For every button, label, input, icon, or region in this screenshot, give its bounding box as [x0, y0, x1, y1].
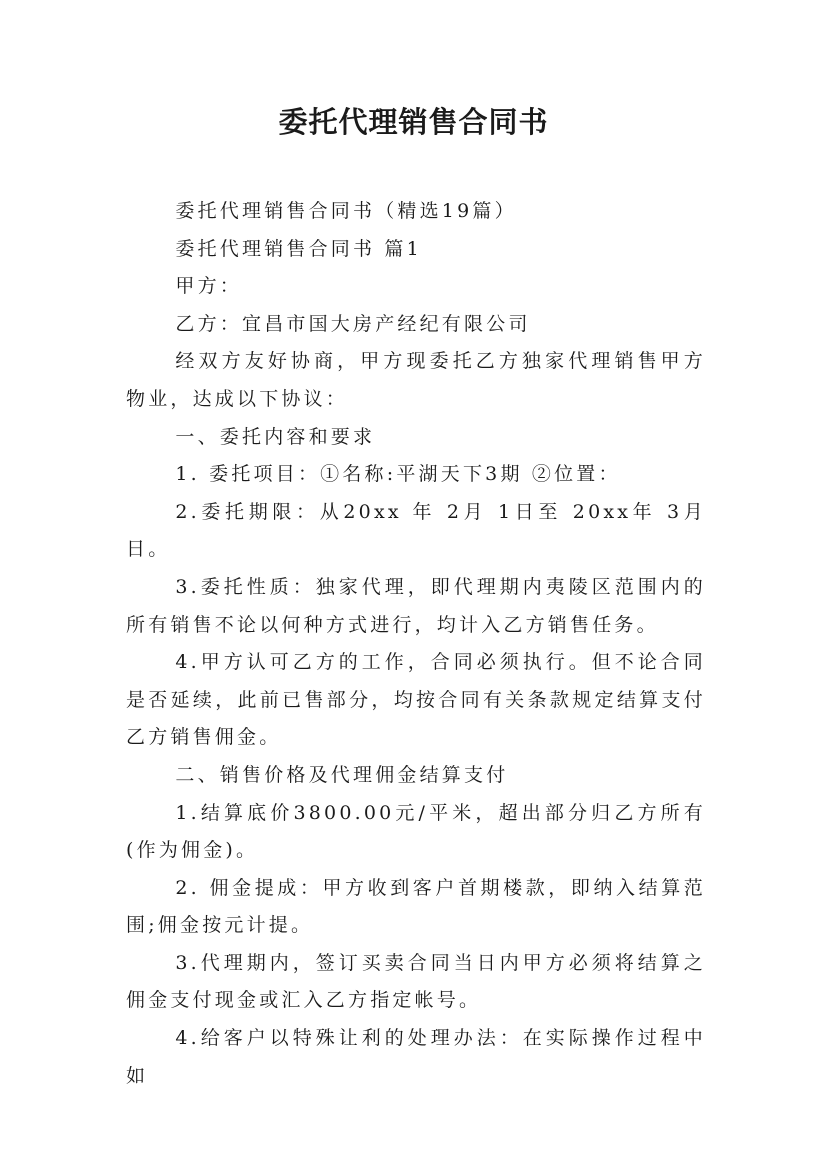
paragraph-clause-2-4: 4.给客户以特殊让利的处理办法：在实际操作过程中如: [126, 1027, 706, 1087]
paragraph-heading-2: 二、销售价格及代理佣金结算支付: [175, 763, 509, 786]
document-body: [126, 193, 706, 1095]
paragraph-party-a: 甲方：: [175, 275, 242, 298]
paragraph-clause-1-3: 3.委托性质：独家代理，即代理期内夷陵区范围内的所有销售不论以何种方式进行，均计入乙方销售任务。: [126, 575, 706, 636]
paragraph-party-b: 乙方：宜昌市国大房产经纪有限公司: [175, 312, 531, 335]
paragraph-clause-2-1: 1.结算底价3800.00元/平米，超出部分归乙方所有(作为佣金)。: [126, 801, 706, 862]
paragraph-clause-1-1: 1. 委托项目：①名称:平湖天下3期 ②位置：: [175, 463, 621, 486]
paragraph-preamble: 经双方友好协商，甲方现委托乙方独家代理销售甲方物业，达成以下协议：: [126, 350, 706, 410]
paragraph-clause-2-3: 3.代理期内，签订买卖合同当日内甲方必须将结算之佣金支付现金或汇入乙方指定帐号。: [126, 951, 706, 1012]
paragraph-subtitle: 委托代理销售合同书（精选19篇）: [175, 200, 517, 222]
document-title: 委托代理销售合同书: [278, 105, 549, 139]
paragraph-section-heading: 委托代理销售合同书 篇1: [175, 237, 422, 260]
paragraph-clause-1-4: 4.甲方认可乙方的工作，合同必须执行。但不论合同是否延续，此前已售部分，均按合同有关条款规定结算支付乙方销售佣金。: [126, 651, 706, 749]
paragraph-clause-2-2: 2. 佣金提成：甲方收到客户首期楼款，即纳入结算范围;佣金按元计提。: [126, 876, 706, 937]
paragraph-heading-1: 一、委托内容和要求: [175, 425, 376, 448]
paragraph-clause-1-2: 2.委托期限：从20xx 年 2月 1日至 20xx年 3月 日。: [126, 500, 706, 561]
